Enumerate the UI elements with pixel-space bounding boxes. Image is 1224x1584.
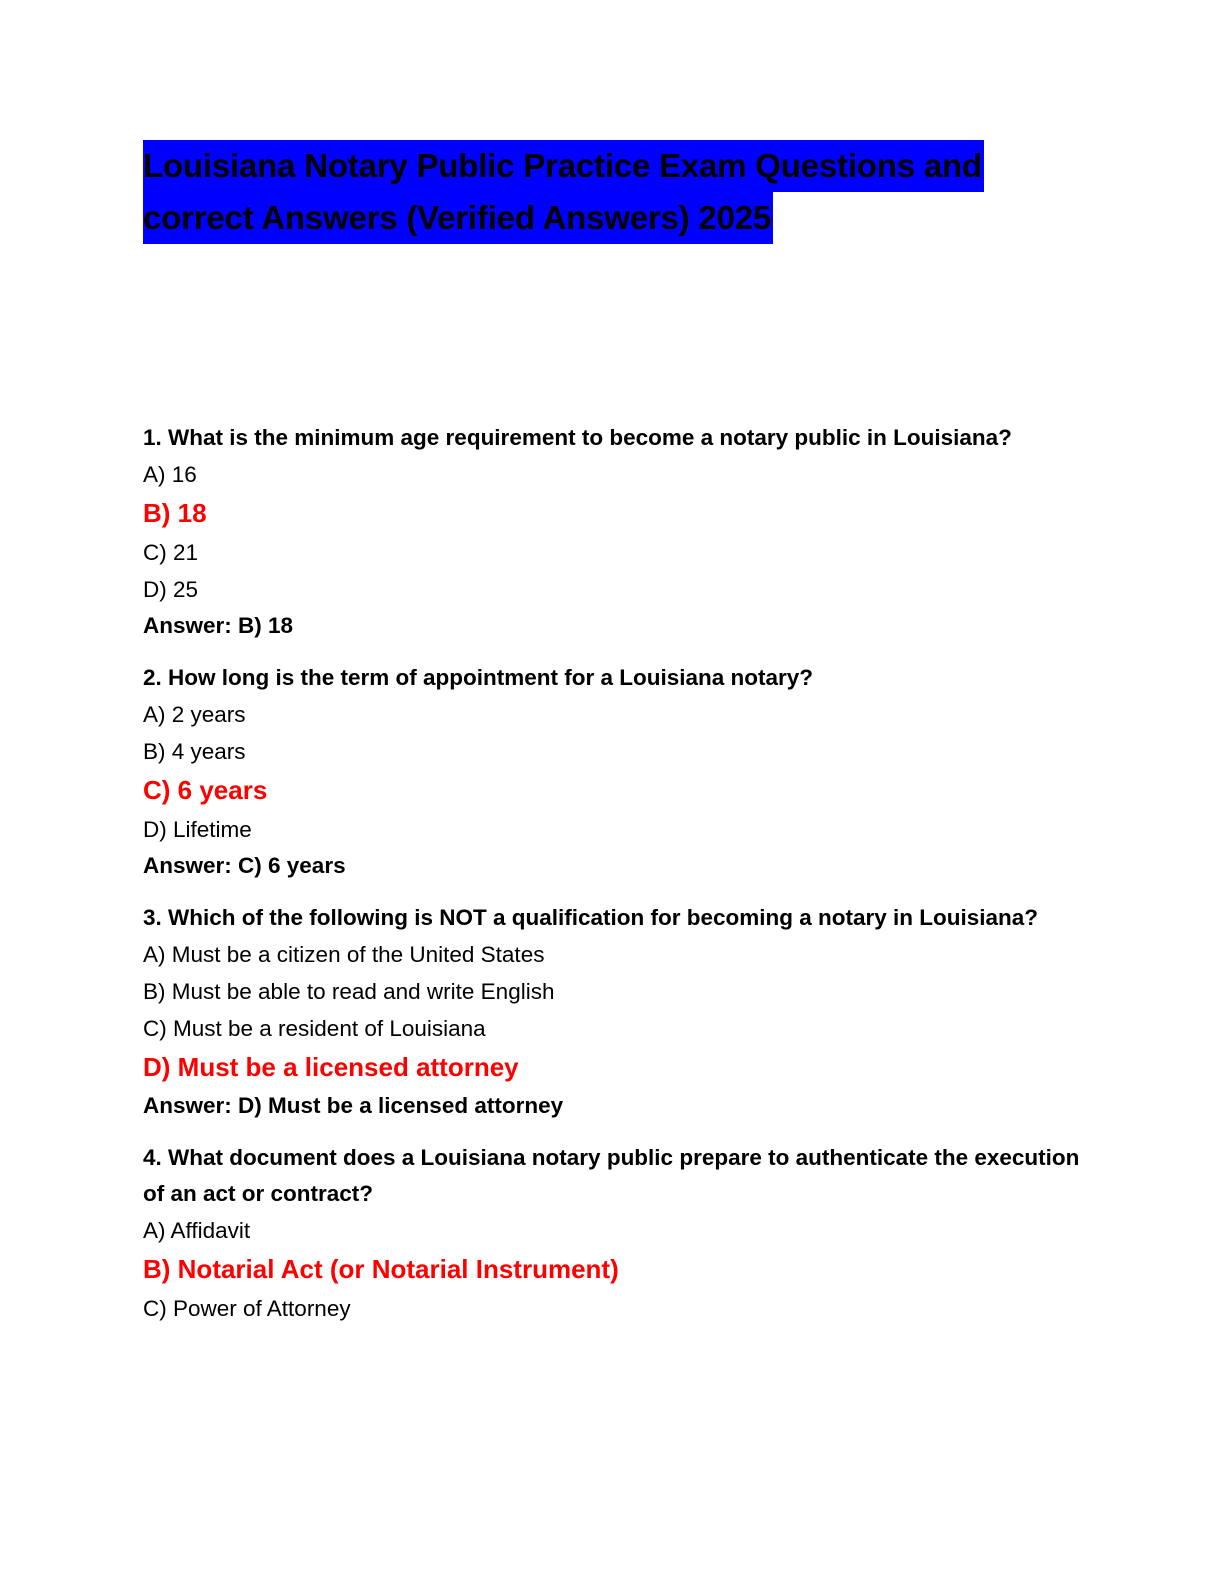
question-3 bbox=[143, 900, 1083, 1124]
question-text: 2. How long is the term of appointment for a Louisiana notary? bbox=[143, 665, 814, 690]
question-2 bbox=[143, 660, 1083, 884]
option-b: B) 4 years bbox=[143, 739, 246, 764]
option-b-correct: B) 18 bbox=[143, 498, 207, 528]
question-1 bbox=[143, 420, 1083, 644]
document-page bbox=[143, 140, 1083, 1321]
question-text: 1. What is the minimum age requirement to become a notary public in Louisiana? bbox=[143, 425, 1012, 450]
option-d: D) Lifetime bbox=[143, 817, 252, 842]
option-d: D) 25 bbox=[143, 577, 199, 602]
option-c: C) 21 bbox=[143, 540, 199, 565]
title-line-1: Louisiana Notary Public Practice Exam Questions and bbox=[143, 140, 984, 192]
option-b-correct: B) Notarial Act (or Notarial Instrument) bbox=[143, 1254, 619, 1284]
option-a: A) Affidavit bbox=[143, 1218, 251, 1243]
option-a: A) Must be a citizen of the United States bbox=[143, 942, 545, 967]
option-d-correct: D) Must be a licensed attorney bbox=[143, 1052, 519, 1082]
option-a: A) 2 years bbox=[143, 702, 246, 727]
document-title bbox=[143, 140, 1083, 244]
question-text: 4. What document does a Louisiana notary public prepare to authenticate the execution of an act or contract? bbox=[143, 1145, 1080, 1206]
option-c: C) Must be a resident of Louisiana bbox=[143, 1016, 486, 1041]
answer-line: Answer: D) Must be a licensed attorney bbox=[143, 1093, 564, 1118]
question-text: 3. Which of the following is NOT a qualification for becoming a notary in Louisiana? bbox=[143, 905, 1039, 930]
option-c: C) Power of Attorney bbox=[143, 1296, 351, 1321]
option-a: A) 16 bbox=[143, 462, 197, 487]
option-c-correct: C) 6 years bbox=[143, 775, 268, 805]
title-line-2: correct Answers (Verified Answers) 2025 bbox=[143, 192, 773, 244]
option-b: B) Must be able to read and write English bbox=[143, 979, 555, 1004]
question-4 bbox=[143, 1140, 1083, 1327]
question-list bbox=[143, 420, 1083, 1343]
answer-line: Answer: C) 6 years bbox=[143, 853, 346, 878]
answer-line: Answer: B) 18 bbox=[143, 613, 294, 638]
